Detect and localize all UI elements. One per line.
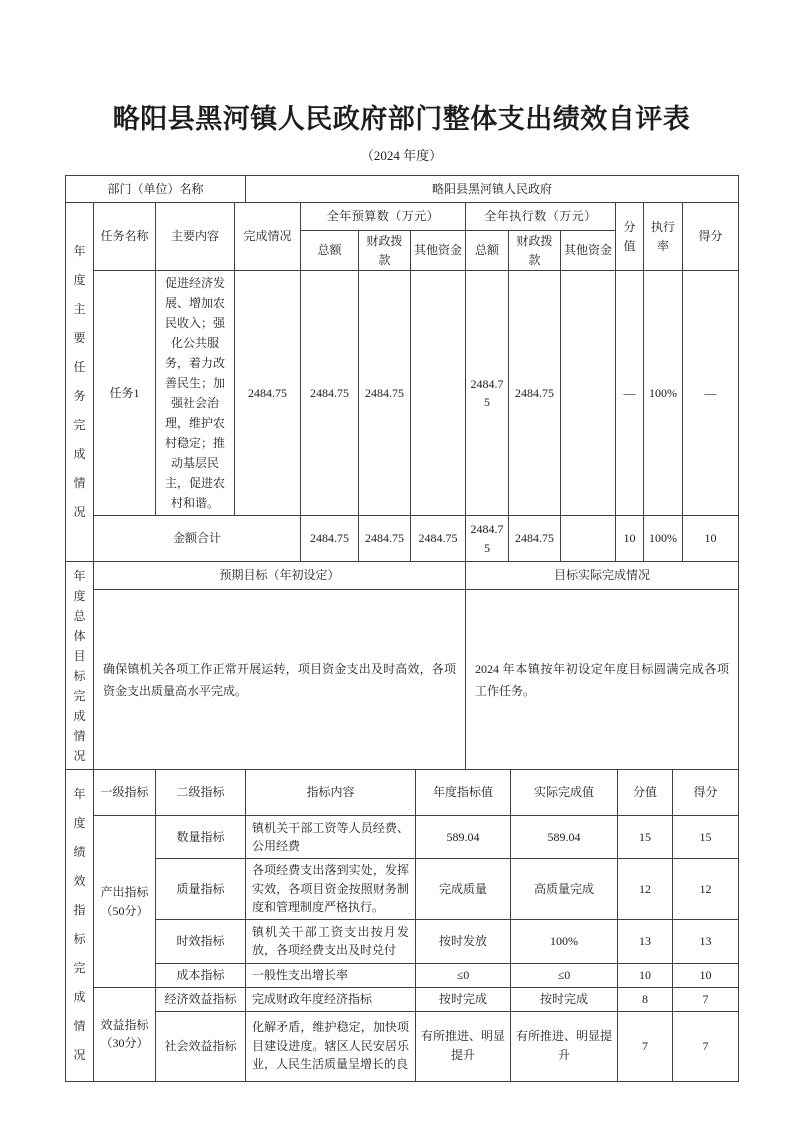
goals-header-row	[66, 562, 739, 590]
score-cell: 12	[673, 859, 739, 920]
col-header-target-value: 年度指标值	[416, 770, 511, 816]
indicator-row-quality	[66, 859, 739, 920]
actual-cell: 有所推进、明显提升	[511, 1011, 618, 1081]
total-points-cell: 10	[616, 516, 644, 562]
goals-expected-header: 预期目标（年初设定）	[94, 562, 466, 590]
task-name-cell: 任务1	[94, 271, 156, 516]
level2-cell: 质量指标	[156, 859, 246, 920]
indicator-content-cell: 镇机关干部工资支出按月发放，各项经费支出及时兑付	[246, 919, 416, 963]
dept-value-cell: 略阳县黑河镇人民政府	[246, 176, 739, 203]
task-budget-fiscal-cell: 2484.75	[359, 271, 411, 516]
group-output-cell: 产出指标（50分）	[94, 816, 156, 988]
col-header-exec-other: 其他资金	[561, 231, 616, 271]
col-header-budget-fiscal: 财政拨款	[359, 231, 411, 271]
total-exec-rate-cell: 100%	[644, 516, 683, 562]
target-cell: 589.04	[416, 816, 511, 859]
col-header-score: 得分	[683, 203, 739, 271]
task-budget-total-cell: 2484.75	[301, 271, 359, 516]
points-cell: 8	[618, 987, 673, 1011]
col-header-exec-rate: 执行率	[644, 203, 683, 271]
actual-cell: 按时完成	[511, 987, 618, 1011]
task-exec-rate-cell: 100%	[644, 271, 683, 516]
tasks-table	[65, 202, 739, 562]
indicator-content-cell: 各项经费支出落到实处，发挥实效，各项目资金按照财务制度和管理制度严格执行。	[246, 859, 416, 920]
indicators-side-label: 年度绩效指标完成情况	[73, 787, 86, 1063]
indicator-content-cell: 一般性支出增长率	[246, 963, 416, 987]
indicator-row-economic	[66, 987, 739, 1011]
col-header-task-name: 任务名称	[94, 203, 156, 271]
dept-row	[66, 176, 739, 203]
target-cell: 完成质量	[416, 859, 511, 920]
target-cell: 按时发放	[416, 919, 511, 963]
col-header-level1: 一级指标	[94, 770, 156, 816]
col-header-indicator-content: 指标内容	[246, 770, 416, 816]
goals-expected-text: 确保镇机关各项工作正常开展运转，项目资金支出及时高效，各项资金支出质量高水平完成。	[94, 590, 466, 770]
level2-cell: 经济效益指标	[156, 987, 246, 1011]
col-header-points: 分值	[616, 203, 644, 271]
indicator-content-cell: 完成财政年度经济指标	[246, 987, 416, 1011]
indicator-row-social	[66, 1011, 739, 1081]
amount-total-row	[66, 516, 739, 562]
target-cell: 按时完成	[416, 987, 511, 1011]
target-cell: 有所推进、明显提升	[416, 1011, 511, 1081]
dept-label-cell: 部门（单位）名称	[66, 176, 246, 203]
amount-total-label-cell: 金额合计	[94, 516, 301, 562]
col-header-exec-total: 总额	[466, 231, 509, 271]
total-score-cell: 10	[683, 516, 739, 562]
total-budget-fiscal-cell: 2484.75	[359, 516, 411, 562]
task-completion-cell: 2484.75	[235, 271, 301, 516]
goals-actual-header: 目标实际完成情况	[466, 562, 739, 590]
task-exec-total-cell: 2484.75	[466, 271, 509, 516]
level2-cell: 数量指标	[156, 816, 246, 859]
indicators-header-row	[66, 770, 739, 816]
total-exec-total-cell: 2484.75	[466, 516, 509, 562]
score-cell: 7	[673, 1011, 739, 1081]
tasks-side-label-cell	[66, 203, 94, 562]
score-cell: 15	[673, 816, 739, 859]
col-header-ind-points: 分值	[618, 770, 673, 816]
actual-cell: ≤0	[511, 963, 618, 987]
points-cell: 12	[618, 859, 673, 920]
goals-table	[65, 561, 739, 770]
indicator-content-cell: 镇机关干部工资等人员经费、公用经费	[246, 816, 416, 859]
col-header-budget-group: 全年预算数（万元）	[301, 203, 466, 231]
task-exec-other-cell	[561, 271, 616, 516]
score-cell: 7	[673, 987, 739, 1011]
goals-side-label: 年度总体目标完成情况	[73, 568, 86, 763]
total-budget-total-cell: 2484.75	[301, 516, 359, 562]
level2-cell: 成本指标	[156, 963, 246, 987]
page-title: 略阳县黑河镇人民政府部门整体支出绩效自评表	[112, 104, 691, 134]
points-cell: 15	[618, 816, 673, 859]
col-header-level2: 二级指标	[156, 770, 246, 816]
col-header-exec-fiscal: 财政拨款	[509, 231, 561, 271]
level2-cell: 时效指标	[156, 919, 246, 963]
actual-cell: 高质量完成	[511, 859, 618, 920]
total-exec-other-cell	[561, 516, 616, 562]
indicators-side-label-cell	[66, 770, 94, 1081]
goals-content-row	[66, 590, 739, 770]
points-cell: 7	[618, 1011, 673, 1081]
task-score-cell: —	[683, 271, 739, 516]
points-cell: 10	[618, 963, 673, 987]
total-exec-fiscal-cell: 2484.75	[509, 516, 561, 562]
points-cell: 13	[618, 919, 673, 963]
dept-table	[65, 175, 739, 203]
score-cell: 10	[673, 963, 739, 987]
actual-cell: 100%	[511, 919, 618, 963]
task-row	[66, 271, 739, 516]
level2-cell: 社会效益指标	[156, 1011, 246, 1081]
col-header-ind-score: 得分	[673, 770, 739, 816]
target-cell: ≤0	[416, 963, 511, 987]
task-content-cell: 促进经济发展、增加农民收入；强化公共服务，着力改善民生；加强社会治理，维护农村稳定；推动基层民主，促进农村和谐。	[156, 271, 235, 516]
indicator-row-cost	[66, 963, 739, 987]
task-exec-fiscal-cell: 2484.75	[509, 271, 561, 516]
tasks-header-row-1	[66, 203, 739, 231]
col-header-exec-group: 全年执行数（万元）	[466, 203, 616, 231]
actual-cell: 589.04	[511, 816, 618, 859]
col-header-main-content: 主要内容	[156, 203, 235, 271]
col-header-actual-value: 实际完成值	[511, 770, 618, 816]
goals-actual-text: 2024 年本镇按年初设定年度目标圆满完成各项工作任务。	[466, 590, 739, 770]
goals-side-label-cell	[66, 562, 94, 770]
indicator-row-timeliness	[66, 919, 739, 963]
total-budget-other-cell: 2484.75	[411, 516, 466, 562]
task-points-cell: —	[616, 271, 644, 516]
group-benefit-cell: 效益指标（30分）	[94, 987, 156, 1081]
page-subtitle: （2024 年度）	[360, 148, 443, 163]
score-cell: 13	[673, 919, 739, 963]
tasks-side-label: 年度主要任务完成情况	[73, 244, 86, 520]
indicator-row-quantity	[66, 816, 739, 859]
task-budget-other-cell	[411, 271, 466, 516]
col-header-budget-total: 总额	[301, 231, 359, 271]
col-header-completion: 完成情况	[235, 203, 301, 271]
indicators-table	[65, 769, 739, 1081]
col-header-budget-other: 其他资金	[411, 231, 466, 271]
indicator-content-cell: 化解矛盾，维护稳定，加快项目建设进度。辖区人民安居乐业，人民生活质量呈增长的良	[246, 1011, 416, 1081]
